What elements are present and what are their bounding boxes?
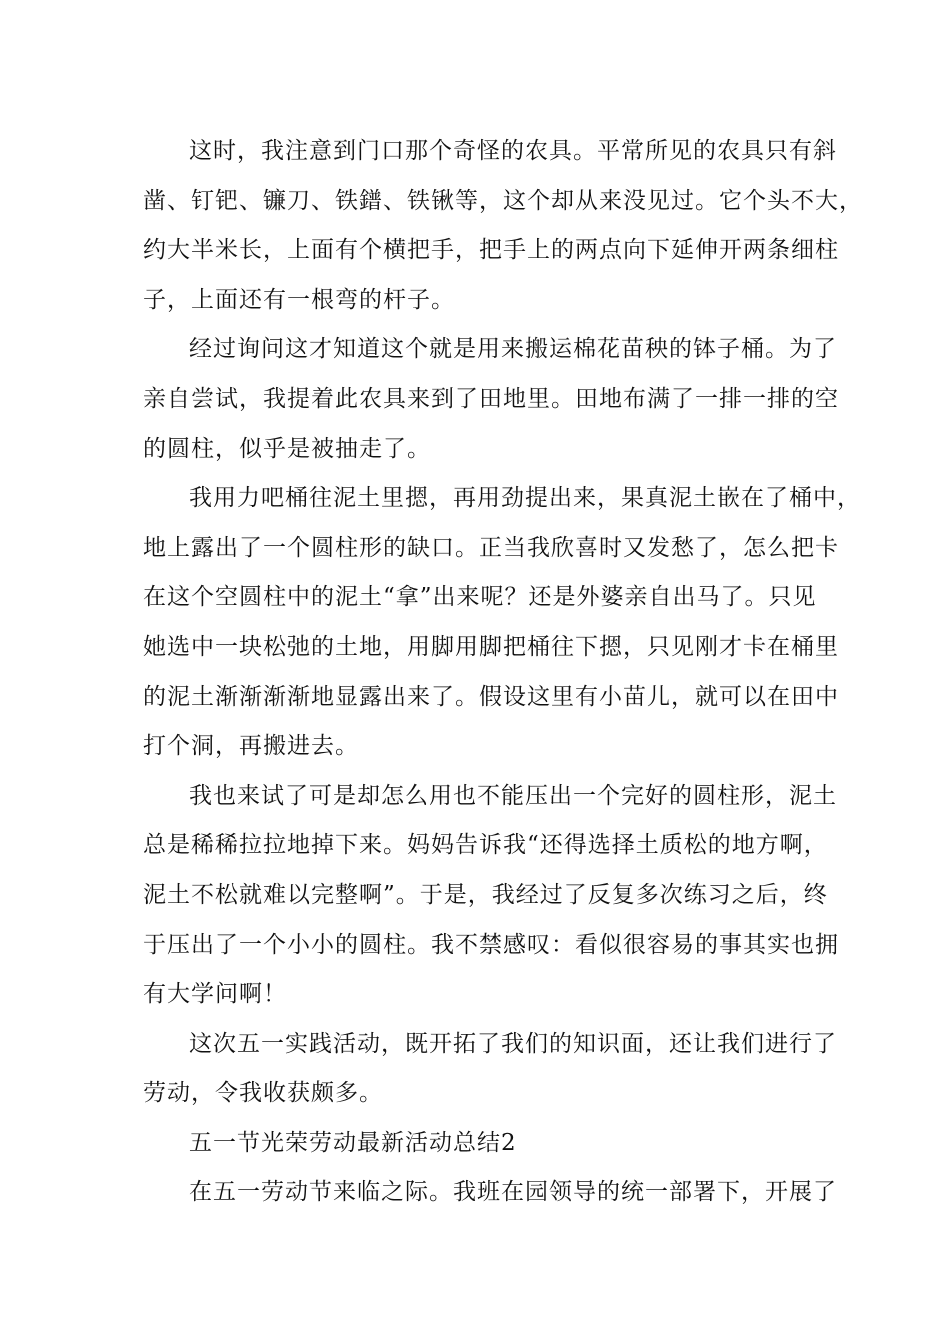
text-line: 总是稀稀拉拉地掉下来。妈妈告诉我“还得选择土质松的地方啊， [143,832,828,859]
text-line: 的圆柱，似乎是被抽走了。 [143,435,431,462]
text-line: 子，上面还有一根弯的杆子。 [143,286,455,313]
text-line: 她选中一块松弛的土地，用脚用脚把桶往下摁，只见刚才卡在桶里 [143,633,839,660]
text-line: 的泥土渐渐渐渐地显露出来了。假设这里有小苗儿，就可以在田中 [143,683,839,710]
text-line: 劳动，令我收获颇多。 [143,1080,383,1107]
text-line: 这次五一实践活动，既开拓了我们的知识面，还让我们进行了 [189,1030,837,1057]
text-line: 亲自尝试，我提着此农具来到了田地里。田地布满了一排一排的空 [143,385,839,412]
paragraph-intro-2 [143,1168,837,1218]
paragraph-pressing-soil [143,474,861,772]
text-line: 我用力吧桶往泥土里摁，再用劲提出来，果真泥土嵌在了桶中， [189,485,861,512]
paragraph-bowl-bucket [143,325,839,474]
text-line: 在五一劳动节来临之际。我班在园领导的统一部署下，开展了 [189,1179,837,1206]
section-heading: 五一节光荣劳动最新活动总结2 [189,1129,517,1156]
paragraph-conclusion [143,1020,837,1119]
paragraph-trying [143,772,839,1020]
text-line: 经过询问这才知道这个就是用来搬运棉花苗秧的钵子桶。为了 [189,336,837,363]
text-line: 地上露出了一个圆柱形的缺口。正当我欣喜时又发愁了，怎么把卡 [143,534,839,561]
text-line: 我也来试了可是却怎么用也不能压出一个完好的圆柱形，泥土 [189,782,837,809]
text-line: 凿、钉钯、镰刀、铁鐠、铁锹等，这个却从来没见过。它个头不大， [143,187,863,214]
document-body [143,127,863,1218]
text-line: 在这个空圆柱中的泥土“拿”出来呢？还是外婆亲自出马了。只见 [143,584,817,611]
text-line: 这时，我注意到门口那个奇怪的农具。平常所见的农具只有斜 [189,138,837,164]
text-line: 打个洞，再搬进去。 [143,733,359,760]
text-line: 约大半米长，上面有个横把手，把手上的两点向下延伸开两条细柱 [143,237,839,264]
text-line: 泥土不松就难以完整啊”。于是，我经过了反复多次练习之后，终 [143,881,828,908]
paragraph-farm-tool [143,127,863,325]
text-line: 有大学问啊！ [143,981,287,1008]
text-line: 于压出了一个小小的圆柱。我不禁感叹：看似很容易的事其实也拥 [143,931,839,958]
